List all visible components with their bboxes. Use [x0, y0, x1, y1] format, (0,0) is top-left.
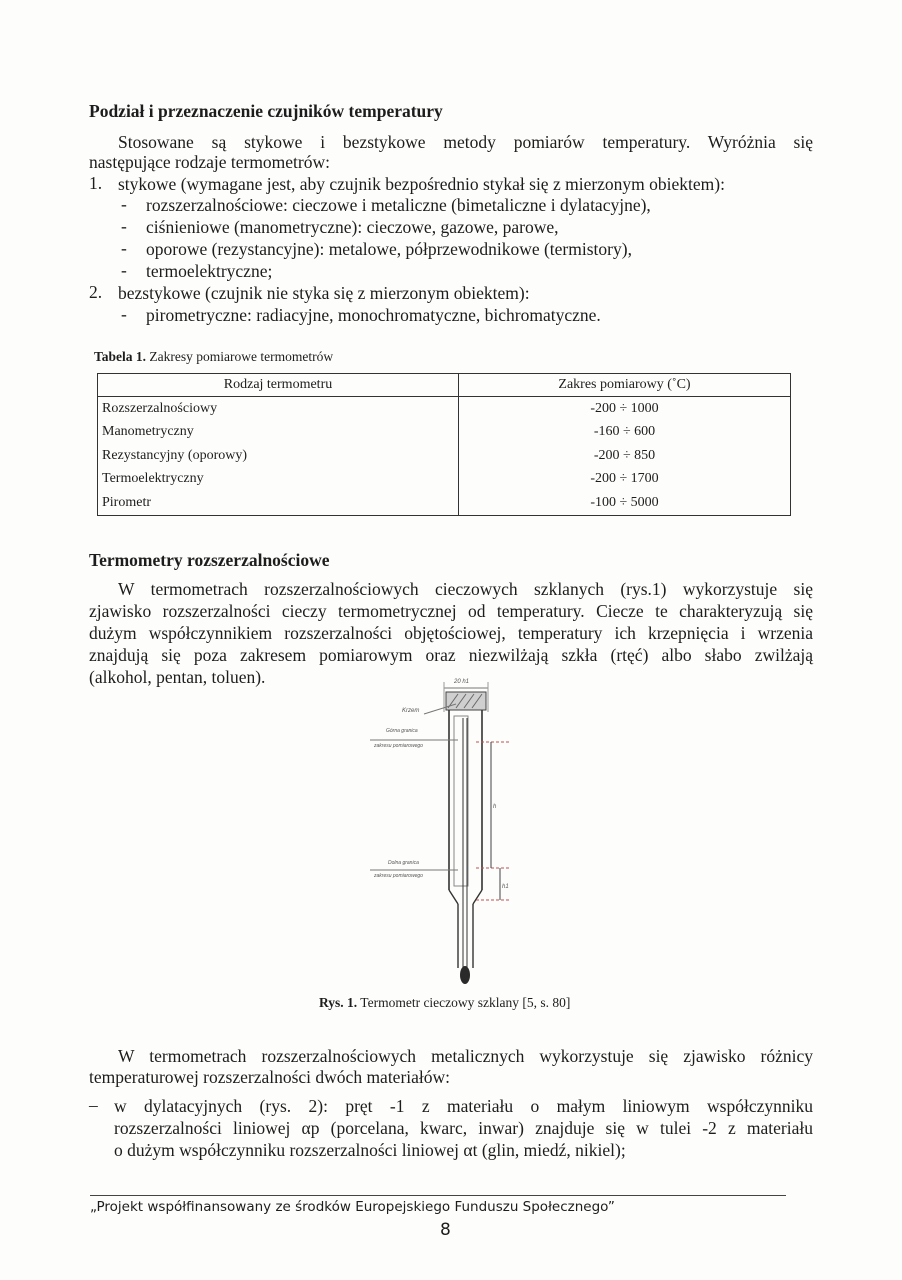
table-row — [98, 421, 791, 445]
table-cell-type: Pirometr — [98, 491, 459, 515]
page-number: 8 — [440, 1220, 451, 1240]
thermometer-figure — [360, 672, 520, 988]
sub-item-pressure: ciśnieniowe (manometryczne): cieczowe, gazowe, parowe, — [146, 217, 559, 237]
table-cell-type: Termoelektryczny — [98, 468, 459, 492]
paragraph-line: temperaturowej rozszerzalności dwóch materiałów: — [89, 1067, 451, 1087]
bullet-line: o dużym współczynniku rozszerzalności liniowej αt (glin, miedź, nikiel); — [114, 1140, 626, 1160]
table-cell-type: Rezystancyjny (oporowy) — [98, 444, 459, 468]
table-cell-range: -200 ÷ 1000 — [459, 397, 791, 421]
paragraph-line: znajdują się poza zakresem pomiarowym oraz niezwilżają szkła (rtęć) albo słabo zwilżają — [89, 645, 813, 665]
figure-caption-label: Rys. 1. — [319, 995, 358, 1010]
bulb-icon — [460, 966, 470, 984]
sub-item-pyrometric: pirometryczne: radiacyjne, monochromatyczne, bichromatyczne. — [146, 305, 601, 325]
paragraph-line: (alkohol, pentan, toluen). — [89, 667, 266, 687]
paragraph-line: zjawisko rozszerzalności cieczy termometrycznej od temperatury. Ciecze te charakteryzują się — [89, 601, 813, 621]
table-cell-type: Manometryczny — [98, 421, 459, 445]
bullet-line: rozszerzalności liniowej αp (porcelana, kwarc, inwar) znajduje się w tulei -2 z materiału — [114, 1118, 813, 1138]
table-row — [98, 468, 791, 492]
list-item-noncontact: bezstykowe (czujnik nie styka się z mierzonym obiektem): — [118, 283, 530, 303]
dash: - — [121, 260, 127, 280]
intro-line-2: następujące rodzaje termometrów: — [89, 152, 331, 172]
table-header-range: Zakres pomiarowy (˚C) — [459, 374, 791, 397]
list-number-2: 2. — [89, 282, 103, 302]
bullet-line: w dylatacyjnych (rys. 2): pręt -1 z materiału o małym liniowym współczynniku — [114, 1096, 813, 1116]
sub-item-thermoelectric: termoelektryczne; — [146, 261, 273, 281]
table-cell-range: -160 ÷ 600 — [459, 421, 791, 445]
figure-label-lower-1: Dolna granica — [388, 860, 419, 866]
list-item-contact: stykowe (wymagane jest, aby czujnik bezpośrednio stykał się z mierzonym obiektem): — [118, 174, 725, 194]
table-row — [98, 491, 791, 515]
bullet-dash: – — [89, 1095, 98, 1115]
footer-rule — [90, 1195, 786, 1196]
table-cell-type: Rozszerzalnościowy — [98, 397, 459, 421]
table-cell-range: -200 ÷ 850 — [459, 444, 791, 468]
dash: - — [121, 194, 127, 214]
intro-line-1: Stosowane są stykowe i bezstykowe metody pomiarów temperatury. Wyróżnia się — [118, 132, 813, 152]
figure-label-h: h — [493, 804, 497, 810]
table-caption-text: Zakresy pomiarowe termometrów — [146, 349, 334, 364]
table-caption — [94, 349, 333, 365]
table-header-row — [98, 374, 791, 397]
paragraph-line: W termometrach rozszerzalnościowych metalicznych wykorzystuje się zjawisko różnicy — [118, 1046, 813, 1066]
dash: - — [121, 304, 127, 324]
table-cell-range: -100 ÷ 5000 — [459, 491, 791, 515]
figure-label-h1: h1 — [502, 884, 509, 890]
footer-text: „Projekt współfinansowany ze środków Europejskiego Funduszu Społecznego” — [90, 1199, 615, 1215]
paragraph-line: W termometrach rozszerzalnościowych cieczowych szklanych (rys.1) wykorzystuje się — [118, 579, 813, 599]
paragraph-line: dużym współczynnikiem rozszerzalności objętościowej, temperatury ich krzepnięcia i wrzenia — [89, 623, 813, 643]
table-caption-label: Tabela 1. — [94, 349, 147, 364]
figure-label-lower-2: zakresu pomiarowego — [374, 873, 423, 879]
table-header-type: Rodzaj termometru — [98, 374, 459, 397]
sub-item-resistance: oporowe (rezystancyjne): metalowe, półprzewodnikowe (termistory), — [146, 239, 632, 259]
table-row — [98, 397, 791, 421]
section-heading-sensors: Podział i przeznaczenie czujników temperatury — [89, 101, 443, 121]
dash: - — [121, 238, 127, 258]
figure-label-upper-2: zakresu pomiarowego — [374, 743, 423, 749]
figure-caption-text: Termometr cieczowy szklany [5, s. 80] — [357, 995, 571, 1010]
figure-caption — [319, 995, 570, 1011]
sub-item-expansion: rozszerzalnościowe: cieczowe i metaliczne (bimetaliczne i dylatacyjne), — [146, 195, 651, 215]
figure-label-upper-1: Górna granica — [386, 728, 418, 734]
list-number-1: 1. — [89, 173, 103, 193]
figure-label-top: 20 h1 — [454, 679, 470, 685]
ranges-table — [97, 373, 791, 516]
dash: - — [121, 216, 127, 236]
table-cell-range: -200 ÷ 1700 — [459, 468, 791, 492]
figure-label-krzem: Krzem — [402, 708, 420, 714]
section-heading-expansion: Termometry rozszerzalnościowe — [89, 550, 330, 570]
table-row — [98, 444, 791, 468]
